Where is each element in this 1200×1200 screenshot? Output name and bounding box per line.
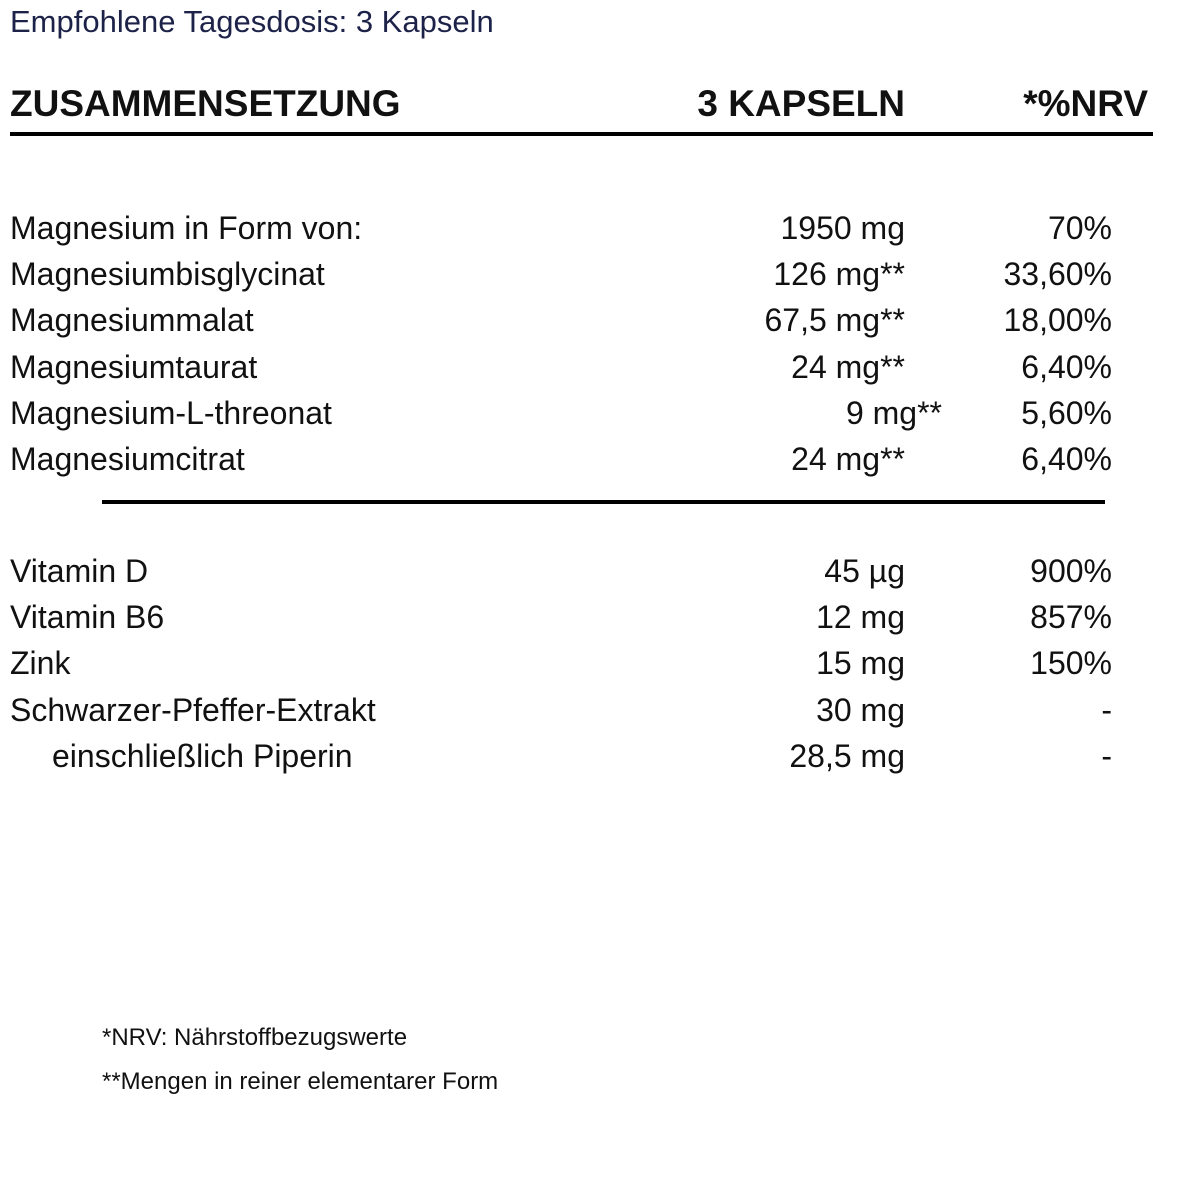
ingredient-nrv: -: [1101, 691, 1112, 728]
table-row: [0, 390, 1200, 436]
section-divider: [102, 500, 1105, 504]
ingredient-amount: 24 mg**: [791, 348, 905, 385]
ingredient-name: Magnesiumtaurat: [10, 348, 258, 385]
ingredient-nrv: 6,40%: [1021, 348, 1112, 385]
ingredient-name: Vitamin B6: [10, 599, 165, 636]
header-divider: [10, 132, 1153, 136]
table-header: [0, 82, 1200, 126]
table-row: [0, 687, 1200, 733]
ingredient-name: Magnesiumcitrat: [10, 440, 245, 477]
header-nrv: *%NRV: [1023, 83, 1148, 124]
ingredient-amount: 15 mg: [816, 645, 905, 682]
ingredient-nrv: 900%: [1030, 553, 1112, 589]
recommended-dose: Empfohlene Tagesdosis: 3 Kapseln: [10, 4, 494, 39]
ingredient-name: Magnesium-L-threonat: [10, 394, 332, 431]
table-row: [0, 251, 1200, 297]
table-row: [0, 436, 1200, 482]
ingredient-amount: 9 mg**: [845, 394, 942, 431]
table-row: [0, 297, 1200, 343]
ingredient-amount: 45 µg: [824, 553, 905, 589]
magnesium-section: [0, 205, 1200, 482]
ingredient-name: einschließlich Piperin: [52, 737, 353, 774]
ingredient-amount: 24 mg**: [791, 440, 905, 477]
table-row: [0, 594, 1200, 640]
table-row: [0, 344, 1200, 390]
table-row: [0, 640, 1200, 686]
vitamins-section: [0, 548, 1200, 779]
ingredient-nrv: 857%: [1030, 599, 1112, 636]
table-row: [0, 548, 1200, 594]
ingredient-nrv: -: [1101, 737, 1112, 774]
ingredient-nrv: 18,00%: [1003, 302, 1112, 339]
ingredient-nrv: 5,60%: [1021, 394, 1112, 431]
ingredient-name: Magnesiumbisglycinat: [10, 256, 325, 293]
ingredient-name: Vitamin D: [10, 553, 149, 589]
ingredient-nrv: 150%: [1030, 645, 1112, 682]
ingredient-amount: 67,5 mg**: [764, 302, 905, 339]
ingredient-amount: 126 mg**: [773, 256, 905, 293]
ingredient-name: Schwarzer-Pfeffer-Extrakt: [10, 691, 376, 728]
header-amount: 3 KAPSELN: [697, 83, 905, 124]
ingredient-amount: 12 mg: [816, 599, 905, 636]
table-row: [0, 733, 1200, 779]
ingredient-name: Zink: [10, 645, 71, 682]
ingredient-nrv: 6,40%: [1021, 440, 1112, 477]
ingredient-amount: 1950 mg: [780, 210, 905, 246]
table-row: [0, 205, 1200, 251]
ingredient-amount: 30 mg: [816, 691, 905, 728]
footnotes: [102, 1016, 498, 1104]
ingredient-nrv: 33,60%: [1003, 256, 1112, 293]
header-composition: ZUSAMMENSETZUNG: [10, 83, 401, 124]
ingredient-name: Magnesiummalat: [10, 302, 254, 339]
footnote-elemental: **Mengen in reiner elementarer Form: [102, 1068, 499, 1095]
ingredient-nrv: 70%: [1047, 210, 1112, 246]
ingredient-amount: 28,5 mg: [789, 737, 905, 774]
footnote-nrv: *NRV: Nährstoffbezugswerte: [102, 1024, 408, 1051]
ingredient-name: Magnesium in Form von:: [10, 210, 363, 246]
